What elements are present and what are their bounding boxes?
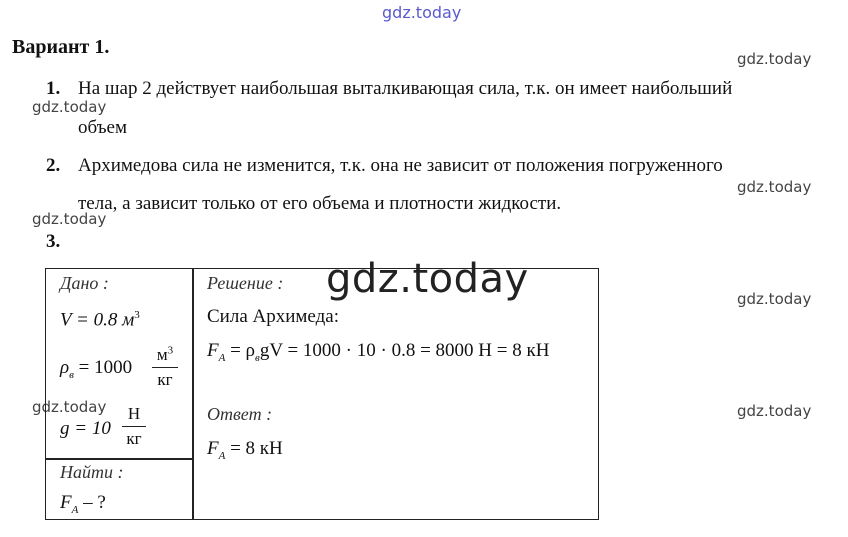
watermark: gdz.today <box>737 290 812 308</box>
watermark: gdz.today <box>737 178 812 196</box>
page-title: Вариант 1. <box>12 36 110 58</box>
gravity-unit: Н кг <box>122 404 146 449</box>
watermark-top: gdz.today <box>382 3 462 22</box>
given-label: Дано : <box>60 273 109 293</box>
solution-text: Сила Архимеда: <box>207 306 339 327</box>
find-label: Найти : <box>60 462 124 482</box>
answer-number: 2. <box>46 155 61 176</box>
answer-text: объем <box>78 117 127 138</box>
table-divider <box>45 458 193 460</box>
given-density: $\rho_в = 1000$ <box>60 357 133 381</box>
watermark: gdz.today <box>32 98 107 116</box>
solution-label: Решение : <box>207 273 284 293</box>
table-divider <box>192 268 194 520</box>
watermark: gdz.today <box>32 398 107 416</box>
watermark: gdz.today <box>737 50 812 68</box>
given-volume: V = 0.8 $м^3$ <box>60 309 140 331</box>
watermark: gdz.today <box>32 210 107 228</box>
answer-text: тела, а зависит только от его объема и плотности жидкости. <box>78 193 562 214</box>
watermark: gdz.today <box>737 402 812 420</box>
answer-text: Архимедова сила не изменится, т.к. она не зависит от положения погруженного <box>78 155 723 176</box>
answer-number: 3. <box>46 231 61 252</box>
answer-text: На шар 2 действует наибольшая выталкивающая сила, т.к. он имеет наибольший <box>78 78 733 99</box>
density-unit: $м^3$ кг <box>152 344 178 390</box>
answer-value: $F_A = 8$ кН <box>207 438 283 462</box>
watermark-large: gdz.today <box>326 256 529 302</box>
given-gravity: g = 10 <box>60 418 111 439</box>
answer-number: 1. <box>46 78 61 99</box>
answer-label: Ответ : <box>207 404 273 424</box>
solution-formula: $F_A = \rho_вgV = 1000 \cdot 10 \cdot 0.8 = 8000$ Н = 8 кН <box>207 340 550 364</box>
find-value: $F_A$ – ? <box>60 492 106 516</box>
